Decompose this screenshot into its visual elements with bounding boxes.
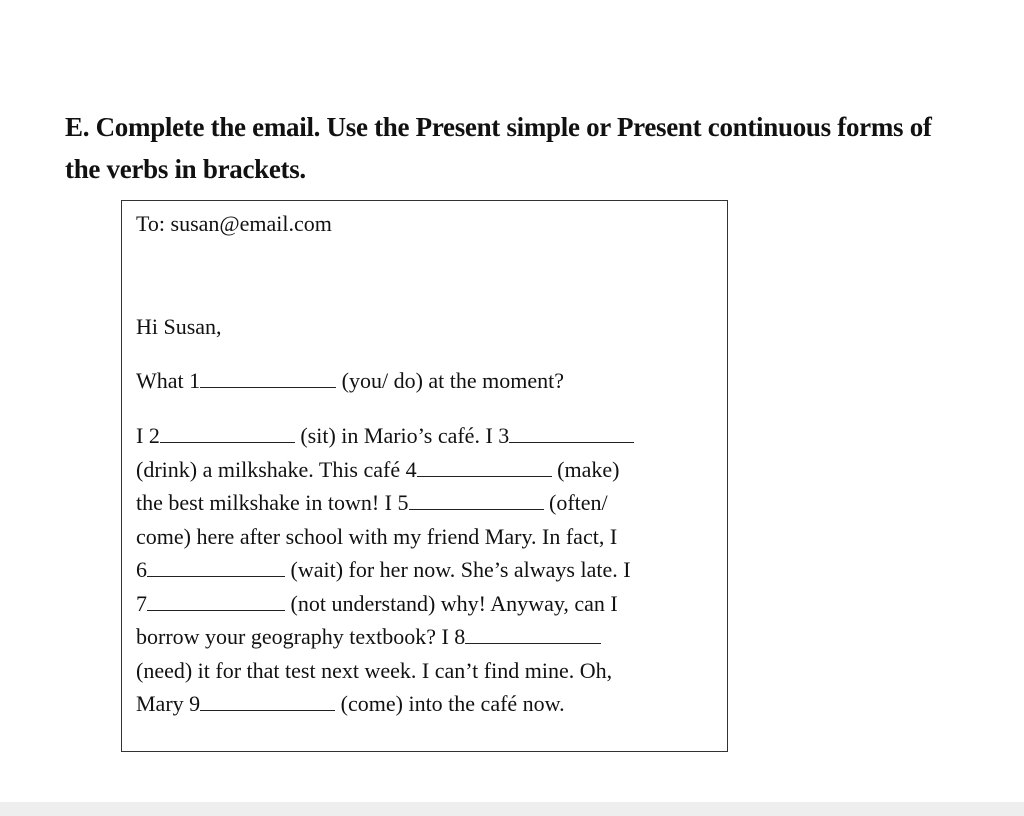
instruction-line-1: E. Complete the email. Use the Present simple or Present continuous forms of — [65, 112, 932, 142]
body-line-text: (drink) a milkshake. This café 4 — [136, 456, 417, 482]
question-line — [136, 368, 564, 394]
body-line-text: come) here after school with my friend Mary. In fact, I — [136, 523, 618, 549]
body-line-2 — [136, 453, 711, 487]
question-text-after: (you/ do) at the moment? — [336, 368, 565, 393]
blank-2[interactable] — [160, 424, 295, 443]
email-greeting: Hi Susan, — [136, 314, 222, 339]
body-line-text: (sit) in Mario’s café. I 3 — [294, 423, 510, 448]
blank-9[interactable] — [200, 692, 335, 711]
body-line-text: (need) it for that test next week. I can’t find mine. Oh, — [136, 657, 613, 683]
body-line-text: 7 — [136, 590, 147, 616]
email-box — [121, 200, 728, 752]
email-recipient: To: susan@email.com — [136, 211, 332, 236]
body-line-4 — [136, 520, 711, 554]
blank-3[interactable] — [509, 424, 634, 443]
blank-6[interactable] — [147, 558, 285, 577]
body-line-5 — [136, 553, 711, 587]
email-body — [136, 419, 711, 721]
page-bottom-edge — [0, 802, 1024, 816]
body-line-6 — [136, 587, 711, 621]
body-line-text: the best milkshake in town! I 5 — [136, 490, 409, 515]
body-line-7 — [136, 620, 711, 654]
exercise-instruction — [65, 106, 985, 190]
blank-1[interactable] — [200, 369, 336, 388]
instruction-line-2: the verbs in brackets. — [65, 154, 306, 184]
body-line-text: I 2 — [136, 423, 160, 448]
body-line-text: (come) into the café now. — [335, 691, 565, 716]
body-line-text: (make) — [551, 456, 620, 482]
body-line-9 — [136, 687, 711, 721]
body-line-3 — [136, 486, 711, 520]
question-text-before: What 1 — [136, 368, 201, 393]
blank-7[interactable] — [147, 592, 285, 611]
blank-5[interactable] — [409, 491, 544, 510]
blank-4[interactable] — [417, 458, 552, 477]
body-line-text: (wait) for her now. She’s always late. I — [285, 557, 631, 582]
body-line-text: Mary 9 — [136, 691, 201, 716]
body-line-1 — [136, 419, 711, 453]
body-line-text: 6 — [136, 557, 147, 582]
body-line-text: (often/ — [543, 490, 608, 515]
body-line-text: borrow your geography textbook? I 8 — [136, 624, 466, 649]
body-line-text: (not understand) why! Anyway, can I — [285, 590, 618, 616]
blank-8[interactable] — [465, 625, 601, 644]
body-line-8 — [136, 654, 711, 688]
